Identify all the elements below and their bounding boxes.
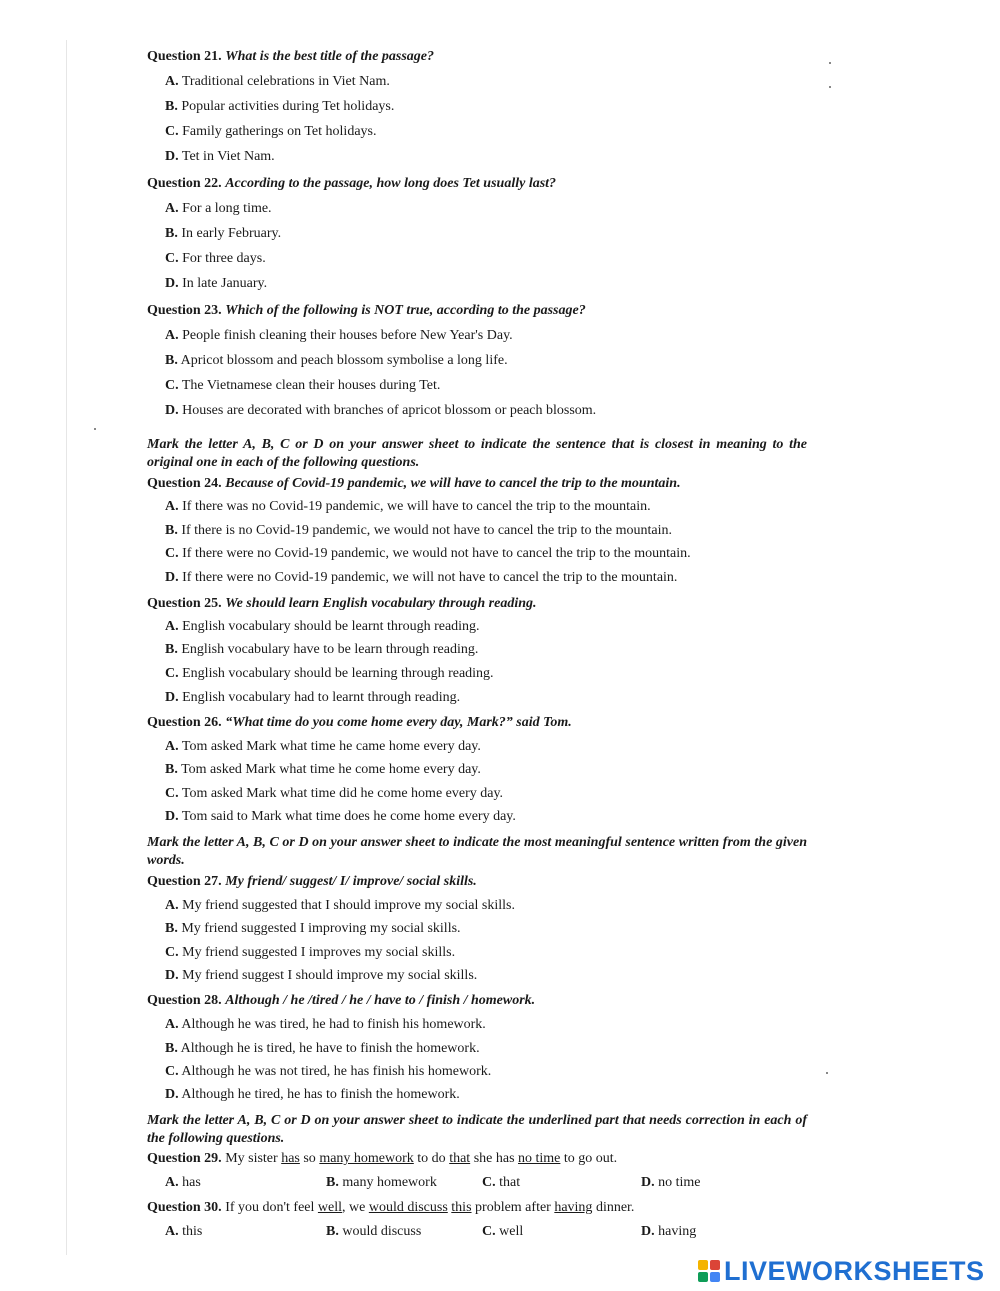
underlined-part: that — [449, 1151, 471, 1166]
question-text: What is the best title of the passage? — [225, 49, 435, 64]
q23-option-b[interactable]: B. Apricot blossom and peach blossom symbolise a long life. — [165, 353, 508, 368]
question-text: According to the passage, how long does Tet usually last? — [225, 176, 557, 191]
q25-option-d[interactable]: D. English vocabulary had to learnt through reading. — [165, 690, 461, 705]
q27-option-a[interactable]: A. My friend suggested that I should improve my social skills. — [165, 898, 515, 913]
q22-option-b[interactable]: B. In early February. — [165, 226, 282, 241]
underlined-part: having — [554, 1200, 593, 1215]
question-21-heading — [147, 49, 434, 65]
underlined-part: would discuss — [368, 1200, 448, 1215]
question-label: Question 25. — [147, 596, 222, 611]
question-text: We should learn English vocabulary through reading. — [225, 596, 537, 611]
question-label: Question 29. — [147, 1151, 222, 1166]
liveworksheets-logo-icon — [698, 1260, 720, 1282]
q29-option-b[interactable]: B. many homework — [326, 1175, 437, 1190]
question-text: “What time do you come home every day, Mark?” said Tom. — [225, 715, 572, 730]
question-24-heading — [147, 476, 681, 492]
question-label: Question 27. — [147, 874, 222, 889]
question-29-heading — [147, 1151, 617, 1167]
question-23-heading — [147, 303, 586, 319]
question-25-heading — [147, 596, 537, 612]
q30-option-c[interactable]: C. well — [482, 1224, 524, 1239]
q27-option-c[interactable]: C. My friend suggested I improves my social skills. — [165, 945, 456, 960]
q22-option-d[interactable]: D. In late January. — [165, 276, 268, 291]
q30-option-d[interactable]: D. having — [641, 1224, 697, 1239]
section-instruction: Mark the letter A, B, C or D on your answer sheet to indicate the underlined part that needs correction in each of the following questions. — [147, 1113, 807, 1146]
question-text: Because of Covid-19 pandemic, we will have to cancel the trip to the mountain. — [225, 476, 681, 491]
question-sentence: If you don't feel well, we would discuss this problem after having dinner. — [225, 1200, 635, 1215]
q21-option-d[interactable]: D. Tet in Viet Nam. — [165, 149, 275, 164]
underlined-part: has — [281, 1151, 300, 1166]
q25-option-c[interactable]: C. English vocabulary should be learning through reading. — [165, 666, 494, 681]
question-label: Question 22. — [147, 176, 222, 191]
q23-option-a[interactable]: A. People finish cleaning their houses before New Year's Day. — [165, 328, 513, 343]
q27-option-b[interactable]: B. My friend suggested I improving my social skills. — [165, 921, 461, 936]
q26-option-c[interactable]: C. Tom asked Mark what time did he come home every day. — [165, 786, 504, 801]
section-instruction: Mark the letter A, B, C or D on your answer sheet to indicate the sentence that is closest in meaning to the original one in each of the following questions. — [147, 437, 807, 470]
question-label: Question 28. — [147, 993, 222, 1008]
q24-option-a[interactable]: A. If there was no Covid-19 pandemic, we will have to cancel the trip to the mountain. — [165, 499, 651, 514]
q24-option-c[interactable]: C. If there were no Covid-19 pandemic, we would not have to cancel the trip to the mountain. — [165, 546, 691, 561]
q28-option-b[interactable]: B. Although he is tired, he have to finish the homework. — [165, 1041, 480, 1056]
question-label: Question 23. — [147, 303, 222, 318]
q21-option-b[interactable]: B. Popular activities during Tet holidays. — [165, 99, 395, 114]
question-27-heading — [147, 874, 477, 890]
scan-speck — [829, 62, 831, 64]
question-label: Question 30. — [147, 1200, 222, 1215]
question-text: Although / he /tired / he / have to / finish / homework. — [225, 993, 536, 1008]
question-label: Question 21. — [147, 49, 222, 64]
question-text: Which of the following is NOT true, according to the passage? — [225, 303, 586, 318]
question-label: Question 24. — [147, 476, 222, 491]
q29-option-a[interactable]: A. has — [165, 1175, 201, 1190]
q24-option-b[interactable]: B. If there is no Covid-19 pandemic, we would not have to cancel the trip to the mountain. — [165, 523, 672, 538]
question-sentence: My sister has so many homework to do that she has no time to go out. — [225, 1151, 618, 1166]
question-label: Question 26. — [147, 715, 222, 730]
scan-margin-line — [66, 40, 67, 1255]
underlined-part: this — [451, 1200, 472, 1215]
q26-option-a[interactable]: A. Tom asked Mark what time he came home every day. — [165, 739, 481, 754]
underlined-part: no time — [518, 1151, 561, 1166]
q21-option-a[interactable]: A. Traditional celebrations in Viet Nam. — [165, 74, 390, 89]
question-28-heading — [147, 993, 535, 1009]
q25-option-a[interactable]: A. English vocabulary should be learnt through reading. — [165, 619, 480, 634]
logo-text: LIVEWORKSHEETS — [724, 1255, 985, 1286]
scan-speck — [826, 1072, 828, 1074]
q27-option-d[interactable]: D. My friend suggest I should improve my social skills. — [165, 968, 478, 983]
q28-option-c[interactable]: C. Although he was not tired, he has finish his homework. — [165, 1064, 492, 1079]
q30-option-b[interactable]: B. would discuss — [326, 1224, 422, 1239]
underlined-part: many homework — [319, 1151, 414, 1166]
liveworksheets-logo[interactable] — [698, 1254, 985, 1288]
q21-option-c[interactable]: C. Family gatherings on Tet holidays. — [165, 124, 377, 139]
q25-option-b[interactable]: B. English vocabulary have to be learn through reading. — [165, 642, 479, 657]
question-30-heading — [147, 1200, 634, 1216]
underlined-part: well — [317, 1200, 343, 1215]
q30-option-a[interactable]: A. this — [165, 1224, 203, 1239]
scan-speck — [829, 86, 831, 88]
q23-option-d[interactable]: D. Houses are decorated with branches of apricot blossom or peach blossom. — [165, 403, 597, 418]
q22-option-a[interactable]: A. For a long time. — [165, 201, 272, 216]
q29-option-d[interactable]: D. no time — [641, 1175, 701, 1190]
scan-speck — [94, 428, 96, 430]
q23-option-c[interactable]: C. The Vietnamese clean their houses during Tet. — [165, 378, 441, 393]
q24-option-d[interactable]: D. If there were no Covid-19 pandemic, we will not have to cancel the trip to the mountain. — [165, 570, 678, 585]
q28-option-a[interactable]: A. Although he was tired, he had to finish his homework. — [165, 1017, 486, 1032]
question-26-heading — [147, 715, 572, 731]
question-22-heading — [147, 176, 556, 192]
q28-option-d[interactable]: D. Although he tired, he has to finish the homework. — [165, 1087, 460, 1102]
q26-option-d[interactable]: D. Tom said to Mark what time does he come home every day. — [165, 809, 516, 824]
q29-option-c[interactable]: C. that — [482, 1175, 521, 1190]
question-text: My friend/ suggest/ I/ improve/ social skills. — [225, 874, 477, 889]
section-instruction: Mark the letter A, B, C or D on your answer sheet to indicate the most meaningful sentence written from the given words. — [147, 835, 807, 868]
q22-option-c[interactable]: C. For three days. — [165, 251, 266, 266]
q26-option-b[interactable]: B. Tom asked Mark what time he come home every day. — [165, 762, 481, 777]
